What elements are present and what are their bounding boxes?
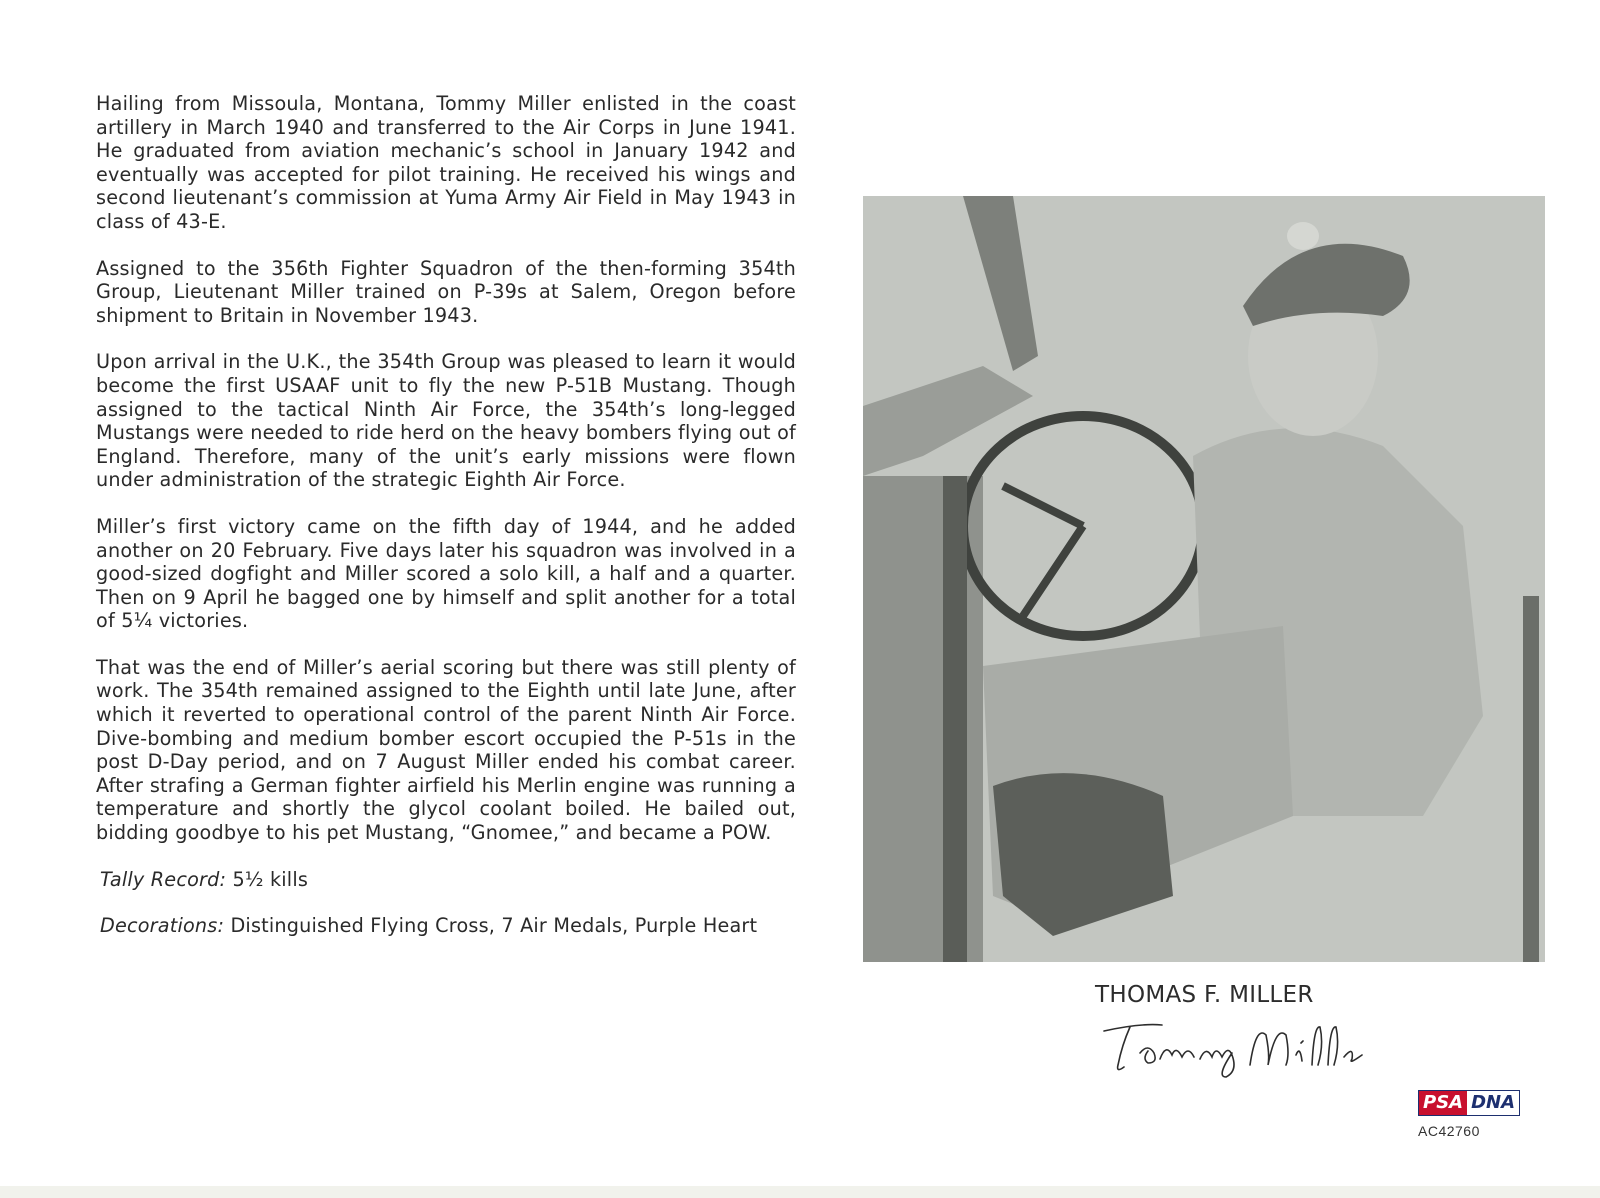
certificate-number: AC42760 (1418, 1123, 1480, 1139)
psa-logo-text: PSA (1419, 1091, 1467, 1115)
pilot-photo (863, 196, 1545, 962)
photo-caption: THOMAS F. MILLER (1095, 982, 1314, 1008)
tally-record (100, 868, 796, 892)
paragraph-3: Upon arrival in the U.K., the 354th Group was pleased to learn it would become the first USAAF unit to fly the new P-51B Mustang. Though assigned to the tactical Ninth Air Force, the 354th’s long-legged Mustangs were needed to ride herd on the heavy bombers flying out of England. Therefore, many of the unit’s early missions were flown under administration of the strategic Eighth Air Force. (96, 350, 796, 492)
paragraph-1: Hailing from Missoula, Montana, Tommy Miller enlisted in the coast artillery in March 1940 and transferred to the Air Corps in June 1941. He graduated from aviation mechanic’s school in January 1942 and eventually was accepted for pilot training. He received his wings and second lieutenant’s commission at Yuma Army Air Field in May 1943 in class of 43-E. (96, 92, 796, 233)
paragraph-5: That was the end of Miller’s aerial scoring but there was still plenty of work. The 354th remained assigned to the Eighth until late June, after which it reverted to operational control of the parent Ninth Air Force. Dive-bombing and medium bomber escort occupied the P-51s in the post D-Day period, and on 7 August Miller ended his combat career. After strafing a German fighter airfield his Merlin engine was running a temperature and shortly the glycol coolant boiled. He bailed out, bidding goodbye to his pet Mustang, “Gnomee,” and became a POW. (96, 655, 796, 845)
decorations-value: Distinguished Flying Cross, 7 Air Medals, Purple Heart (230, 914, 758, 938)
paragraph-2: Assigned to the 356th Fighter Squadron of the then-forming 354th Group, Lieutenant Miller trained on P-39s at Salem, Oregon before shipment to Britain in November 1943. (96, 256, 796, 327)
biography-text (96, 92, 796, 961)
psa-dna-logo (1418, 1090, 1520, 1116)
paragraph-4: Miller’s first victory came on the fifth day of 1944, and he added another on 20 February. Five days later his squadron was involved in a good-sized dogfight and Miller scored a solo kill, a half and a quarter. Then on 9 April he bagged one by himself and split another for a total of 5¼ victories. (96, 514, 796, 633)
page-bottom-edge (0, 1186, 1600, 1198)
dna-logo-text: DNA (1467, 1091, 1519, 1115)
decorations (100, 914, 796, 938)
autograph-signature (1100, 1015, 1370, 1084)
decorations-label: Decorations: (100, 914, 225, 938)
tally-label: Tally Record: (100, 867, 227, 891)
tally-value: 5½ kills (232, 867, 309, 891)
